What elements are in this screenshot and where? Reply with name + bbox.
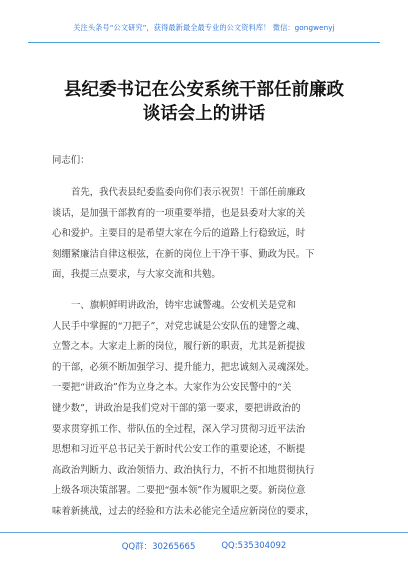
text-line: 刻绷紧廉洁自律这根弦，在新的岗位上干净干事、勤政为民。下 — [52, 248, 315, 260]
text-line: 一、旗帜鲜明讲政治，铸牢忠诚警魂。公安机关是党和 — [71, 300, 297, 311]
footer-bar — [0, 532, 408, 559]
paragraph-2 — [52, 296, 370, 523]
text-line: 谈话，是加强干部教育的一项重要举措，也是县委对大家的关 — [52, 207, 306, 219]
text-line: 高政治判断力、政治领悟力、政治执行力，不折不扣地贯彻执行 — [52, 464, 315, 476]
footer-qq-number: QQ:535304092 — [221, 541, 287, 551]
text-line: 立警之本。大家走上新的岗位，履行新的职责，尤其是新提拔 — [52, 341, 306, 353]
header-bar — [28, 14, 380, 43]
text-line: 一要把“讲政治”作为立身之本。大家作为公安民警中的“关 — [52, 382, 292, 394]
title-line-1: 县纪委书记在公安系统干部任前廉政 — [64, 80, 344, 100]
text-line: 心和爱护。主要目的是希望大家在今后的道路上行稳致远，时 — [52, 228, 306, 240]
text-line: 的干部，必须不断加强学习、提升能力，把忠诚刻入灵魂深处。 — [52, 361, 315, 373]
document-title — [0, 78, 408, 126]
text-line: 首先，我代表县纪委监委向你们表示祝贺！干部任前廉政 — [71, 187, 306, 198]
text-line: 要求贯穿抓工作、带队伍的全过程，深入学习贯彻习近平法治 — [52, 423, 306, 435]
text-line: 面，我提三点要求，与大家交流和共勉。 — [52, 269, 221, 281]
text-line: 味着新挑战，过去的经验和方法未必能完全适应新岗位的要求， — [52, 505, 315, 517]
footer-qq-group: QQ群：30265665 — [121, 542, 196, 552]
text-line: 上级各项决策部署。二要把“强本领”作为履职之要。新岗位意 — [52, 485, 306, 497]
text-line: 键少数”，讲政治是我们党对干部的第一要求，要把讲政治的 — [52, 402, 301, 414]
text-line: 思想和习近平总书记关于新时代公安工作的重要论述，不断提 — [52, 444, 306, 456]
paragraph-1 — [52, 183, 370, 286]
title-line-2: 谈话会上的讲话 — [142, 104, 266, 124]
header-promo-text: 关注头条号“公文研究”，获得最新最全最专业的公文资料库！ 微信：gongwenyj — [73, 23, 335, 32]
text-line: 人民手中掌握的“刀把子”，对党忠诚是公安队伍的建警之魂、 — [52, 320, 306, 332]
salutation: 同志们： — [52, 155, 90, 166]
